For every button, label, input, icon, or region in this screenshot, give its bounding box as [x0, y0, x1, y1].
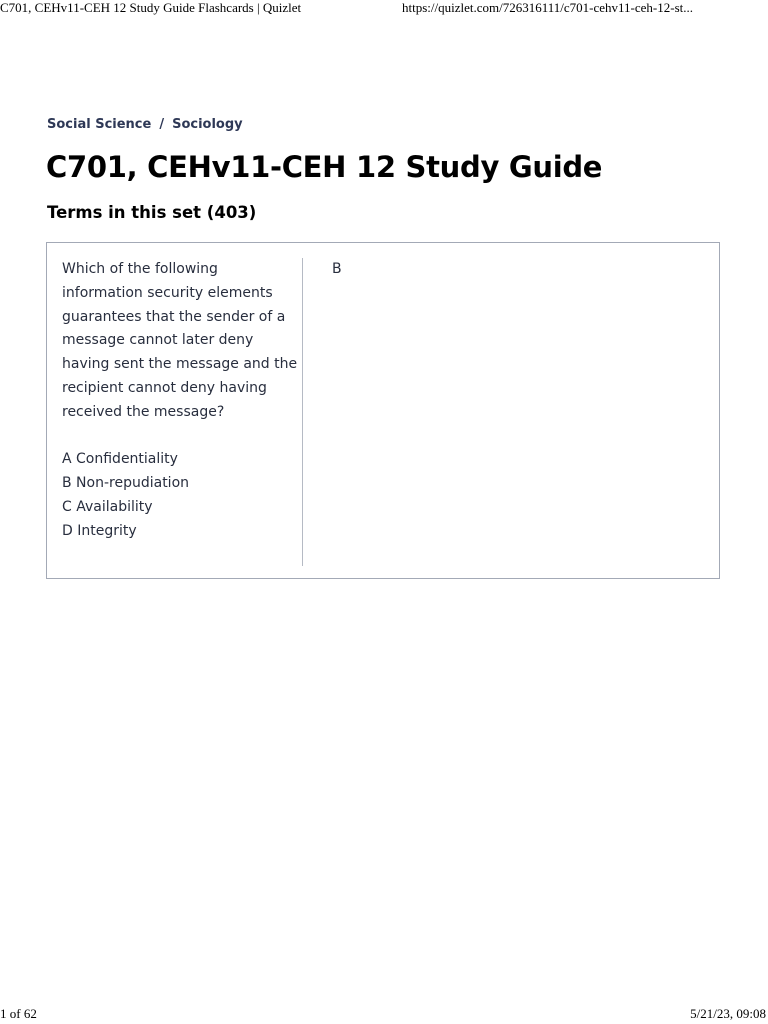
- term-text: Which of the following information security elements guarantees that the sender of a message cannot later deny having sent the message and the recipient cannot deny having received the message? A Confidentiality B Non-repudiation C Availability D Integrity: [62, 258, 303, 566]
- term-card: [46, 242, 720, 579]
- breadcrumb-separator: /: [159, 117, 165, 132]
- page-count: 1 of 62: [0, 1006, 37, 1021]
- print-header: [0, 0, 768, 18]
- terms-heading: Terms in this set (403): [47, 203, 257, 222]
- breadcrumb: [47, 117, 243, 132]
- print-header-title: C701, CEHv11-CEH 12 Study Guide Flashcards | Quizlet: [0, 0, 302, 15]
- breadcrumb-item-sociology[interactable]: Sociology: [172, 117, 243, 132]
- print-footer: [0, 1006, 768, 1024]
- print-date: 5/21/23, 09:08: [690, 1006, 766, 1021]
- print-header-url: https://quizlet.com/726316111/c701-cehv11-ceh-12-st...: [402, 0, 693, 15]
- page-title: C701, CEHv11-CEH 12 Study Guide: [46, 150, 603, 184]
- breadcrumb-item-social-science[interactable]: Social Science: [47, 117, 152, 132]
- definition-text: B: [332, 261, 342, 277]
